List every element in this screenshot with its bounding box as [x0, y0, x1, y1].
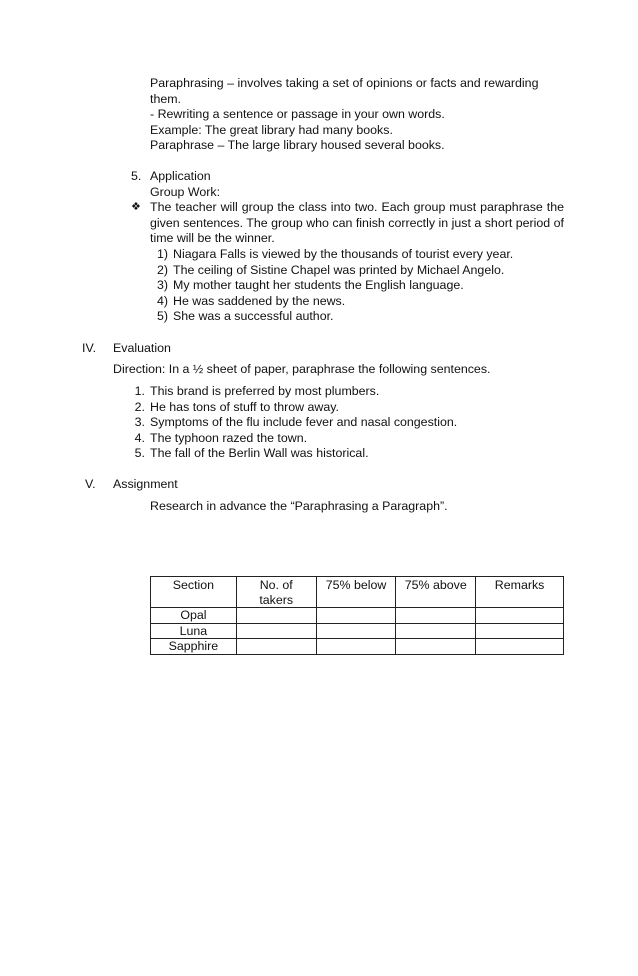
list-item-number: 2)	[156, 262, 168, 277]
results-table	[150, 576, 564, 655]
table-cell-section: Sapphire	[151, 639, 237, 655]
application-title: Application	[150, 169, 211, 183]
table-row	[151, 639, 564, 655]
table-header-remarks: Remarks	[476, 577, 564, 608]
application-list	[150, 247, 513, 325]
application-number: 5.	[131, 169, 142, 183]
paraphrasing-definition-line1: Paraphrasing – involves taking a set of opinions or facts and rewarding	[150, 76, 539, 90]
list-item-text: He was saddened by the news.	[173, 293, 346, 308]
list-item-number: 1.	[134, 384, 145, 398]
list-item-text: The typhoon razed the town.	[150, 430, 308, 445]
evaluation-title: Evaluation	[113, 341, 171, 355]
list-item-number: 4)	[156, 293, 168, 308]
list-item-text: This brand is preferred by most plumbers.	[150, 384, 380, 398]
table-row	[151, 623, 564, 639]
table-header-no-of-takers: No. of takers	[236, 577, 316, 608]
application-instruction: The teacher will group the class into two. Each group must paraphrase the given sentences. The group who can finish correctly in just a short period of time will be the winner.	[150, 200, 564, 246]
table-header-section: Section	[151, 577, 237, 608]
list-item	[150, 247, 513, 263]
table-header-75-below: 75% below	[316, 577, 396, 608]
list-item-text: Niagara Falls is viewed by the thousands of tourist every year.	[173, 247, 514, 261]
table-cell	[396, 623, 476, 639]
table-header-75-above: 75% above	[396, 577, 476, 608]
list-item	[127, 431, 457, 447]
list-item	[150, 294, 513, 310]
list-item-text: My mother taught her students the English language.	[173, 278, 464, 292]
list-item-number: 3)	[156, 278, 168, 292]
list-item	[150, 263, 513, 279]
application-heading	[131, 169, 211, 185]
paraphrasing-example: Example: The great library had many books.	[150, 123, 393, 137]
list-item-text: He has tons of stuff to throw away.	[150, 399, 339, 414]
assignment-roman-numeral: V.	[85, 477, 96, 491]
list-item	[127, 400, 457, 416]
table-header-row	[151, 577, 564, 608]
paraphrasing-paraphrase: Paraphrase – The large library housed several books.	[150, 138, 445, 152]
list-item-number: 1)	[156, 247, 168, 261]
paraphrasing-definition-line2: them.	[150, 92, 181, 106]
evaluation-list	[127, 384, 457, 462]
table-cell	[476, 608, 564, 624]
list-item	[150, 309, 513, 325]
list-item	[150, 278, 513, 294]
diamond-bullet-icon: ❖	[131, 201, 141, 213]
table-cell	[316, 639, 396, 655]
table-cell	[476, 623, 564, 639]
assignment-title: Assignment	[113, 477, 178, 491]
list-item-text: The fall of the Berlin Wall was historical.	[150, 446, 369, 460]
list-item-number: 4.	[134, 430, 145, 445]
table-cell	[476, 639, 564, 655]
list-item-text: Symptoms of the flu include fever and nasal congestion.	[150, 415, 458, 429]
list-item-text: The ceiling of Sistine Chapel was printed by Michael Angelo.	[173, 262, 505, 277]
assignment-text: Research in advance the “Paraphrasing a Paragraph”.	[150, 499, 448, 513]
list-item-number: 5)	[156, 309, 168, 323]
list-item-number: 2.	[134, 399, 145, 414]
table-cell	[396, 639, 476, 655]
table-cell-section: Opal	[151, 608, 237, 624]
table-row	[151, 608, 564, 624]
list-item	[127, 384, 457, 400]
evaluation-roman-numeral: IV.	[82, 341, 97, 355]
list-item-text: She was a successful author.	[173, 309, 334, 323]
table-cell	[236, 639, 316, 655]
list-item	[127, 415, 457, 431]
table-cell	[316, 623, 396, 639]
table-cell	[396, 608, 476, 624]
table-cell	[316, 608, 396, 624]
table-cell-section: Luna	[151, 623, 237, 639]
table-cell	[236, 608, 316, 624]
table-cell	[236, 623, 316, 639]
list-item-number: 3.	[134, 415, 145, 429]
list-item	[127, 446, 457, 462]
list-item-number: 5.	[134, 446, 145, 460]
application-subtitle: Group Work:	[150, 185, 221, 199]
paraphrasing-bullet: - Rewriting a sentence or passage in your own words.	[150, 107, 445, 121]
evaluation-direction: Direction: In a ½ sheet of paper, paraphrase the following sentences.	[113, 362, 491, 376]
